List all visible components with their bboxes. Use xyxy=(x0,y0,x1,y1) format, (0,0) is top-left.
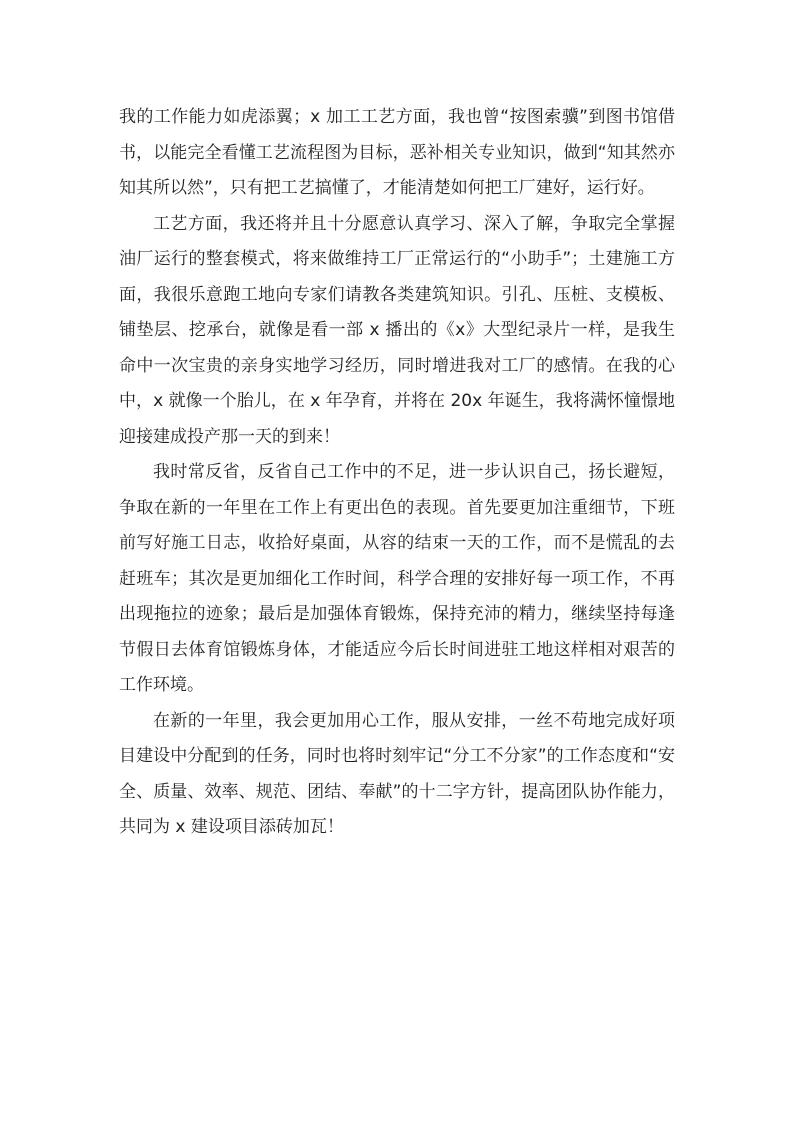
paragraph-2: 工艺方面，我还将并且十分愿意认真学习、深入了解，争取完全掌握油厂运行的整套模式，将来做维持工厂正常运行的“小助手”；土建施工方面，我很乐意跑工地向专家们请教各类建筑知识。引孔、压桩、支模板、铺垫层、挖承台，就像是看一部 x 播出的《x》大型纪录片一样，是我生命中一次宝贵的亲身实地学习经历，同时增进我对工厂的感情。在我的心中，x 就像一个胎儿，在 x 年孕育，并将在 20x 年诞生，我将满怀憧憬地迎接建成投产那一天的到来！ xyxy=(119,213,675,447)
paragraph-3: 我时常反省，反省自己工作中的不足，进一步认识自己，扬长避短，争取在新的一年里在工作上有更出色的表现。首先要更加注重细节，下班前写好施工日志，收拾好桌面，从容的结束一天的工作，而不是慌乱的去赶班车；其次是更加细化工作时间，科学合理的安排好每一项工作，不再出现拖拉的迹象；最后是加强体育锻炼，保持充沛的精力，继续坚持每逢节假日去体育馆锻炼身体，才能适应今后长时间进驻工地这样相对艰苦的工作环境。 xyxy=(119,462,675,695)
paragraph-4: 在新的一年里，我会更加用心工作，服从安排，一丝不苟地完成好项目建设中分配到的任务，同时也将时刻牢记“分工不分家”的工作态度和“安全、质量、效率、规范、团结、奉献”的十二字方针，提高团队协作能力，共同为 x 建设项目添砖加瓦！ xyxy=(119,710,675,837)
paragraph-1: 我的工作能力如虎添翼；x 加工工艺方面，我也曾“按图索骥”到图书馆借书，以能完全看懂工艺流程图为目标，恶补相关专业知识，做到“知其然亦知其所以然”，只有把工艺搞懂了，才能清楚如何把工厂建好，运行好。 xyxy=(119,107,675,198)
document-body xyxy=(119,100,675,846)
